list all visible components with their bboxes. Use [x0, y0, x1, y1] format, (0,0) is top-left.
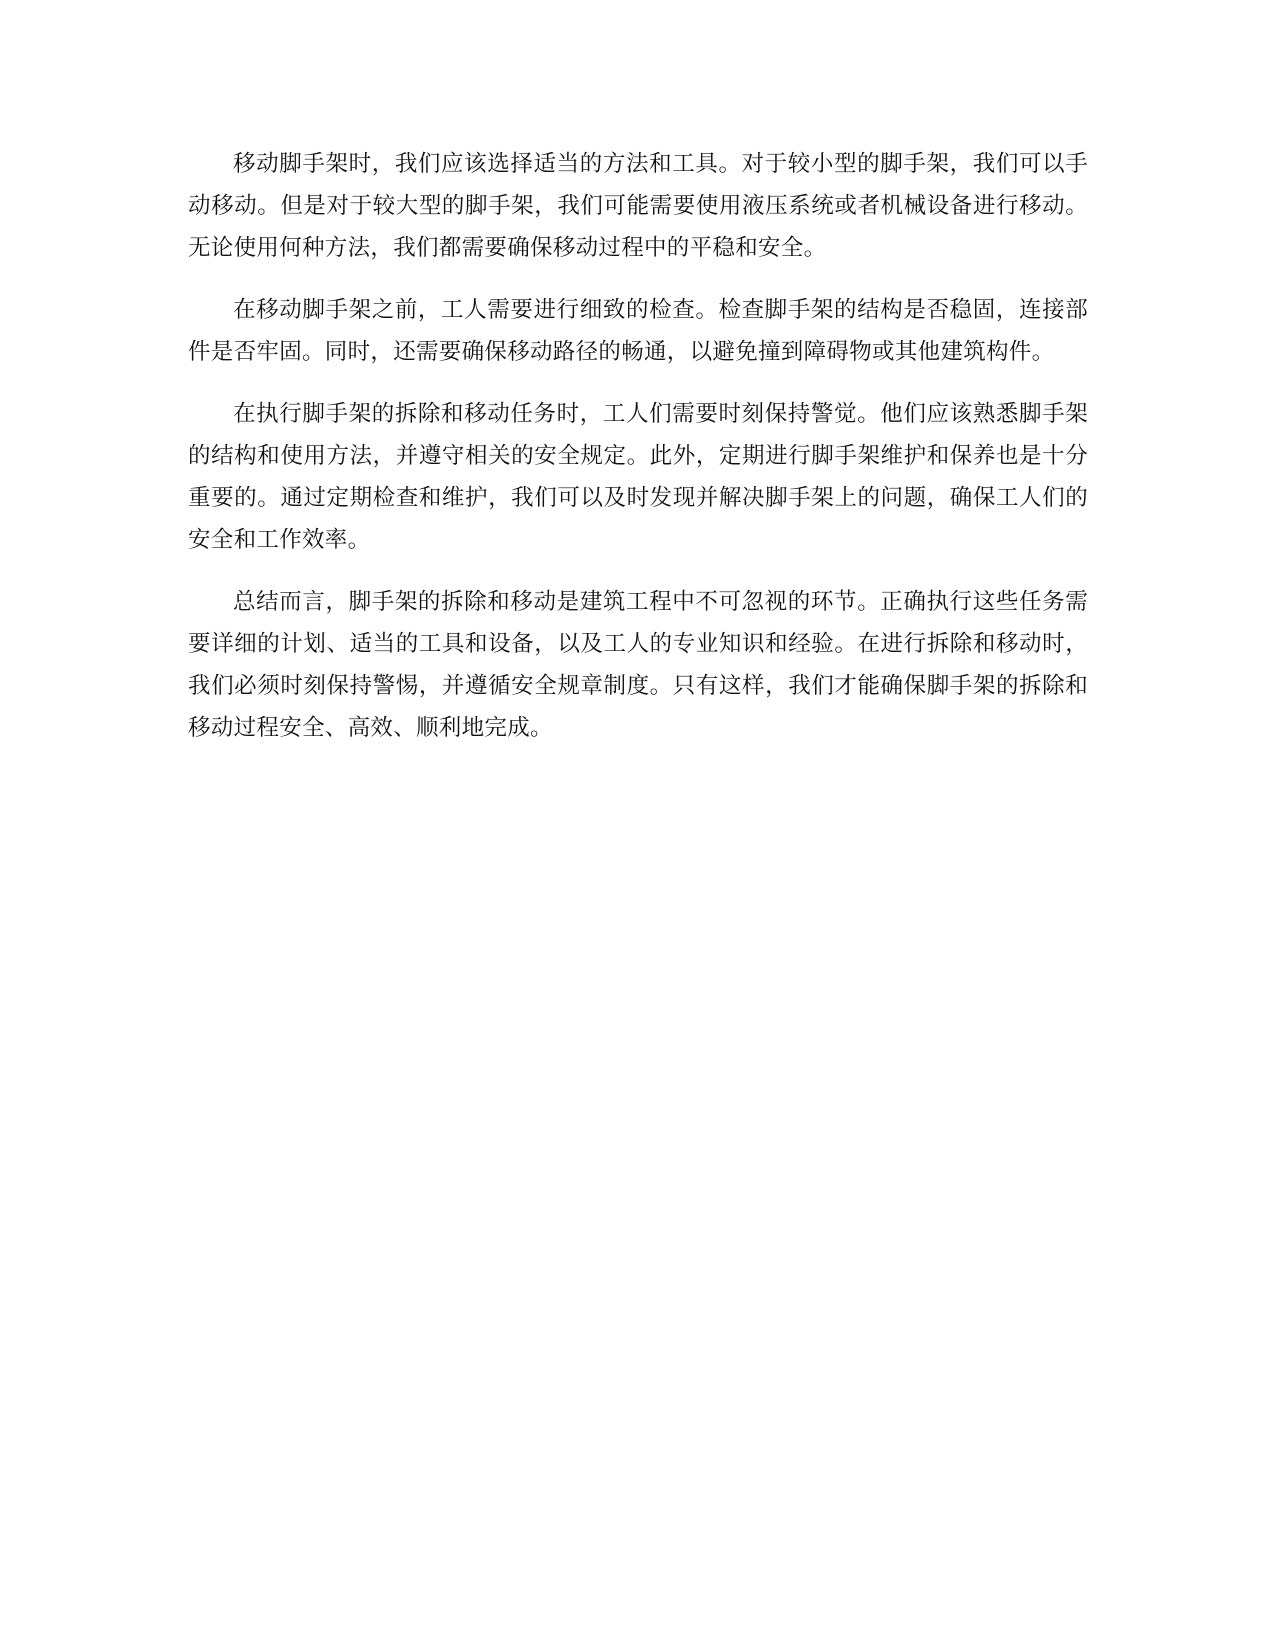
paragraph-4: 总结而言，脚手架的拆除和移动是建筑工程中不可忽视的环节。正确执行这些任务需要详细的计划、适当的工具和设备，以及工人的专业知识和经验。在进行拆除和移动时，我们必须时刻保持警惕，并遵循安全规章制度。只有这样，我们才能确保脚手架的拆除和移动过程安全、高效、顺利地完成。	[188, 589, 1088, 741]
paragraph-1: 移动脚手架时，我们应该选择适当的方法和工具。对于较小型的脚手架，我们可以手动移动。但是对于较大型的脚手架，我们可能需要使用液压系统或者机械设备进行移动。无论使用何种方法，我们都需要确保移动过程中的平稳和安全。	[188, 151, 1088, 261]
paragraph-3: 在执行脚手架的拆除和移动任务时，工人们需要时刻保持警觉。他们应该熟悉脚手架的结构和使用方法，并遵守相关的安全规定。此外，定期进行脚手架维护和保养也是十分重要的。通过定期检查和维护，我们可以及时发现并解决脚手架上的问题，确保工人们的安全和工作效率。	[188, 401, 1088, 553]
document-body	[188, 143, 1088, 769]
paragraph-2: 在移动脚手架之前，工人需要进行细致的检查。检查脚手架的结构是否稳固，连接部件是否牢固。同时，还需要确保移动路径的畅通，以避免撞到障碍物或其他建筑构件。	[188, 297, 1088, 365]
